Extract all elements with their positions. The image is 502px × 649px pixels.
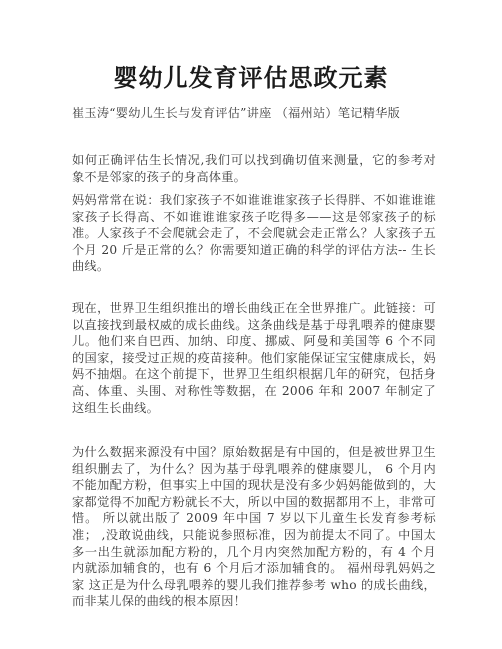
body-paragraph: 妈妈常常在说：我们家孩子不如谁谁谁家孩子长得胖、不如谁谁谁家孩子长得高、不如谁谁谁家孩子吃得多——这是邻家孩子的标准。人家孩子不会爬就会走了，不会爬就会走正常么？人家孩子五个月 20 斤是正常的么？你需要知道正确的科学的评估方法-- 生长曲线。 [72, 193, 436, 274]
body-paragraph: 为什么数据来源没有中国？原始数据是有中国的，但是被世界卫生组织删去了，为什么？因为基于母乳喂养的健康婴儿， 6 个月内不能加配方粉，但事实上中国的现状是没有多少妈妈能做到的，大家都觉得不加配方粉就长不大，所以中国的数据都用不上，非常可惜。 所以就出版了 2009 年中国 7 岁以下儿童生长发育参考标准； ,没敢说曲线，只能说参照标准，因为前提太不同了。中国太多一出生就添加配方粉的，几个月内突然加配方粉的，有 4 个月内就添加辅食的，也有 6 个月后才添加辅食的。 福州母乳妈妈之家 这正是为什么母乳喂养的婴儿我们推荐参考 who 的成长曲线，而非某儿保的曲线的根本原因！ [72, 445, 436, 609]
body-paragraph: 现在，世界卫生组织推出的增长曲线正在全世界推广。此链接：可以直接找到最权威的成长曲线。这条曲线是基于母乳喂养的健康婴儿。他们来自巴西、加纳、印度、挪威、阿曼和美国等 6 个不同的国家，接受过正规的疫苗接种。他们家能保证宝宝健康成长，妈妈不抽烟。在这个前提下，世界卫生组织根据几年的研究，包括身高、体重、头围、对称性等数据，在 2006 年和 2007 年制定了这组生长曲线。 [72, 301, 436, 415]
body-paragraph: 如何正确评估生长情况,我们可以找到确切值来测量，它的参考对象不是邻家的孩子的身高体重。 [72, 153, 436, 184]
document-title: 婴幼儿发育评估思政元素 [113, 63, 389, 92]
subtitle-paragraph: 崔玉涛“婴幼儿生长与发育评估”讲座 （福州站）笔记精华版 [72, 106, 401, 120]
